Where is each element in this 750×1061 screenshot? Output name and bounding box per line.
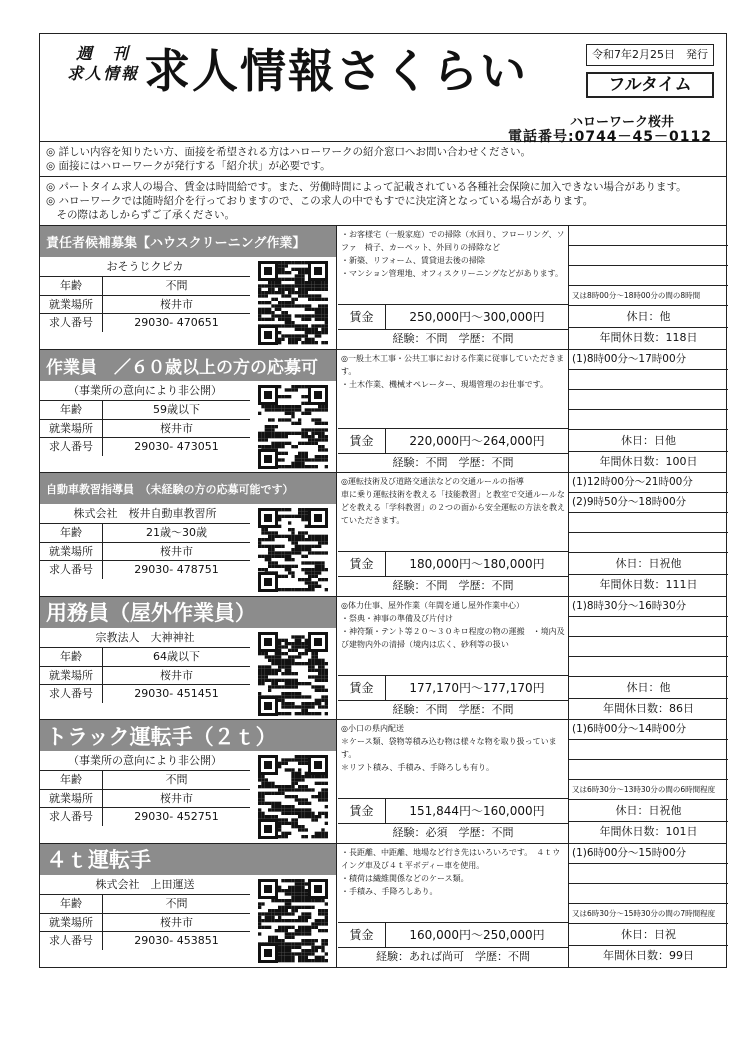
description-line-3: ・神符類・テント等２０～３０キロ程度の物の運搬 ・境内及び建物内外の清掃（境内は広く、砂利等の扱い: [341, 626, 565, 649]
place-value: 桜井市: [160, 668, 193, 682]
hours-shift-1: [569, 226, 728, 246]
job-description: [338, 597, 568, 675]
number-label: 求人番号: [40, 685, 103, 703]
experience-education: 経験：不問 学歴：不問: [392, 332, 514, 345]
page-title: 求人情報さくらい: [144, 44, 528, 98]
qr-code-icon: [258, 385, 328, 469]
age-row: [40, 524, 250, 542]
place-value: 桜井市: [160, 915, 193, 929]
qr-code-icon: [258, 261, 328, 345]
description-line-2: ＊ケース類、袋物等積み込む物は様々な物を取り扱っています。: [341, 737, 557, 759]
job-title: 責任者候補募集【ハウスクリーニング作業】: [40, 226, 336, 257]
number-label: 求人番号: [40, 561, 103, 579]
wage-value: 151,844円～160,000円: [409, 804, 545, 818]
qr-code-icon: [258, 879, 328, 963]
job-listing: [40, 350, 726, 474]
hours-shift-2: [569, 864, 728, 884]
hours-shift-2: [569, 740, 728, 760]
job-title: 自動車教習指導員 （未経験の方の応募可能です）: [40, 473, 336, 504]
experience-education: 経験：不問 学歴：不問: [392, 455, 514, 469]
number-value: 29030- 452751: [134, 810, 219, 823]
note-1: ◎ 詳しい内容を知りたい方、面接を希望される方はハローワークの紹介窓口へお問い合わせください。: [46, 146, 531, 158]
description-line-1: ◎運転技術及び道路交通法などの交通ルールの指導: [341, 477, 524, 486]
job-description: [338, 226, 568, 304]
hours-column: [568, 473, 728, 596]
job-title: ４ｔ運転手: [40, 844, 336, 875]
hours-shift-2: [569, 246, 728, 266]
description-line-1: ◎体力仕事、屋外作業（年間を通し屋外作業中心）: [341, 600, 524, 610]
hours-shift-2: (2)9時50分～18時00分: [569, 493, 728, 513]
job-left-column: [40, 473, 337, 596]
place-row: [40, 913, 250, 931]
age-row: [40, 771, 250, 789]
wage-row: [338, 675, 568, 701]
number-row: [40, 560, 250, 579]
annual-holidays: 年間休日数：118日: [599, 331, 698, 344]
qr-code-icon: [258, 755, 328, 839]
hours-column: [568, 844, 728, 968]
wage-row: [338, 551, 568, 577]
description-line-1: ◎小口の県内配送: [341, 724, 404, 733]
job-title: 用務員（屋外作業員）: [40, 597, 336, 628]
job-left-column: [40, 720, 337, 843]
hours-shift-3: [569, 884, 728, 904]
hours-column: [568, 597, 728, 720]
wage-value: 160,000円～250,000円: [409, 927, 545, 942]
number-value: 29030- 453851: [134, 933, 219, 947]
place-label: 就業場所: [40, 914, 103, 931]
weekly-subtext: 求人情報: [66, 64, 139, 83]
hours-shift-1: (1)6時00分～15時00分: [569, 844, 728, 864]
job-left-column: [40, 350, 337, 473]
age-row: [40, 277, 250, 295]
place-row: [40, 789, 250, 807]
number-row: [40, 807, 250, 826]
job-description: [338, 473, 568, 551]
place-value: 桜井市: [160, 545, 193, 558]
number-value: 29030- 473051: [134, 439, 219, 453]
note-2: ◎ 面接にはハローワークが発行する「紹介状」が必要です。: [46, 160, 331, 172]
employer-name: おそうじクピカ: [40, 257, 250, 277]
description-line-2: ・積荷は繊維関係などのケース類。: [341, 873, 469, 883]
description-line-1: ・長距離、中距離、地場など行き先はいろいろです。 ４ｔウイング車及び４ｔ平ボディー車を使用。: [341, 847, 561, 870]
place-label: 就業場所: [40, 296, 103, 313]
wage-label: 賃金: [338, 305, 386, 329]
holiday: 休日：日祝: [569, 924, 728, 946]
place-row: [40, 419, 250, 437]
hours-note: 又は6時30分～15時30分の間の7時間程度: [569, 904, 728, 924]
experience-education: 経験：必須 学歴：不問: [392, 826, 514, 839]
annual-holidays: 年間休日数：86日: [603, 701, 694, 715]
place-row: [40, 666, 250, 684]
wage-row: [338, 798, 568, 824]
description-line-2: ・土木作業、機械オペレーター、現場管理のお仕事です。: [341, 379, 549, 389]
hours-shift-3: [569, 513, 728, 533]
age-row: [40, 401, 250, 419]
hours-note: 又は8時00分～18時00分の間の8時間: [569, 286, 728, 306]
number-label: 求人番号: [40, 808, 103, 826]
job-left-column: [40, 844, 337, 968]
holiday: 休日：日祝他: [569, 800, 728, 822]
employer-name: （事業所の意向により非公開）: [40, 381, 250, 401]
note-4: ◎ ハローワークでは随時紹介を行っておりますので、この求人の中でもすでに決定済となっている場合があります。: [46, 195, 594, 207]
job-list: [40, 226, 726, 967]
job-description: [338, 350, 568, 428]
number-value: 29030- 470651: [134, 316, 219, 329]
age-label: 年齢: [40, 771, 103, 789]
phone-number: 電話番号:0744－45－0112: [507, 129, 712, 145]
annual-holidays: 年間休日数：111日: [599, 578, 698, 591]
number-value: 29030- 451451: [134, 686, 219, 700]
job-title: 作業員 ／６０歳以上の方の応募可: [40, 350, 336, 381]
employer-name: （事業所の意向により非公開）: [40, 751, 250, 771]
place-label: 就業場所: [40, 790, 103, 807]
holiday: 休日：他: [569, 677, 728, 699]
wage-row: [338, 428, 568, 454]
age-value: 64歳以下: [153, 649, 200, 663]
office-name: ハローワーク桜井: [569, 115, 674, 130]
job-listing: [40, 597, 726, 721]
hours-shift-1: (1)12時00分～21時00分: [569, 473, 728, 493]
description-line-1: ・お客様宅（一般家庭）での掃除（水回り、フローリング、ソファ 椅子、カーペット、外回りの掃除など: [341, 230, 565, 252]
wage-row: [338, 304, 568, 330]
notes-bottom: [40, 177, 726, 226]
wage-label: 賃金: [338, 552, 386, 576]
hours-note: [569, 657, 728, 677]
hours-shift-3: [569, 390, 728, 410]
age-label: 年齢: [40, 524, 103, 542]
wage-value: 177,170円～177,170円: [409, 680, 545, 695]
job-description: [338, 844, 568, 922]
number-label: 求人番号: [40, 314, 103, 332]
flyer-sheet: [39, 33, 727, 968]
holiday: 休日：日他: [569, 430, 728, 452]
age-label: 年齢: [40, 277, 103, 295]
annual-holidays: 年間休日数：101日: [599, 825, 698, 838]
age-value: 21歳～30歳: [146, 526, 207, 539]
wage-label: 賃金: [338, 429, 386, 453]
note-3: ◎ パートタイム求人の場合、賃金は時間給です。また、労働時間によって記載されている各種社会保険に加入できない場合があります。: [46, 181, 687, 193]
job-left-column: [40, 226, 337, 349]
description-line-1: ◎一般土木工事・公共工事における作業に従事していただきます。: [341, 353, 564, 376]
qr-code-icon: [258, 632, 328, 716]
place-label: 就業場所: [40, 543, 103, 560]
hours-note: [569, 410, 728, 430]
number-label: 求人番号: [40, 438, 103, 456]
description-line-2: ・祭典・神事の準備及び片付け: [341, 613, 453, 623]
number-row: [40, 437, 250, 456]
weekly-text: 週 刊: [75, 44, 130, 63]
age-value: 不問: [165, 279, 188, 292]
wage-label: 賃金: [338, 799, 386, 823]
weekly-label: [58, 44, 148, 84]
hours-shift-3: [569, 266, 728, 286]
number-value: 29030- 478751: [134, 563, 219, 576]
age-row: [40, 648, 250, 666]
description-line-2: ・新築、リフォーム、賃貸退去後の掃除: [341, 256, 485, 265]
hours-shift-2: [569, 370, 728, 390]
number-label: 求人番号: [40, 932, 103, 950]
job-title: トラック運転手（２ｔ）: [40, 720, 336, 751]
wage-label: 賃金: [338, 676, 386, 700]
age-label: 年齢: [40, 648, 103, 666]
employment-type-badge: フルタイム: [586, 72, 714, 98]
qr-code-icon: [258, 508, 328, 592]
description-line-3: ＊リフト積み、手積み、手降ろしも有り。: [341, 763, 494, 772]
issue-date: 令和7年2月25日 発行: [586, 44, 714, 66]
note-5: その際はあしからずご了承ください。: [46, 209, 235, 221]
header: [40, 34, 726, 145]
hours-column: [568, 350, 728, 473]
place-row: [40, 542, 250, 560]
holiday: 休日：他: [569, 306, 728, 328]
hours-shift-3: [569, 637, 728, 657]
wage-value: 180,000円～180,000円: [409, 557, 545, 571]
job-left-column: [40, 597, 337, 720]
job-listing: [40, 720, 726, 844]
annual-holidays: 年間休日数：100日: [599, 454, 698, 468]
place-label: 就業場所: [40, 420, 103, 437]
job-description: [338, 720, 568, 798]
job-listing: [40, 226, 726, 350]
hours-shift-2: [569, 617, 728, 637]
number-row: [40, 313, 250, 332]
description-line-2: 車に乗り運転技術を教える「技能教習」と教室で交通ルールなどを教える「学科教習」の２つの面から安全運転の方法を教えていただきます。: [341, 490, 565, 525]
job-listing: [40, 473, 726, 597]
place-value: 桜井市: [160, 792, 193, 805]
annual-holidays: 年間休日数：99日: [603, 948, 694, 962]
hours-shift-3: [569, 760, 728, 780]
description-line-3: ・マンション管理地、オフィスクリーニングなどがあります。: [341, 269, 563, 278]
hours-note: [569, 533, 728, 553]
hours-column: [568, 226, 728, 349]
wage-value: 220,000円～264,000円: [409, 433, 545, 448]
age-value: 不問: [165, 896, 188, 910]
job-listing: [40, 844, 726, 968]
notes-top: [40, 142, 726, 177]
number-row: [40, 931, 250, 950]
experience-education: 経験：あれば尚可 学歴：不問: [376, 949, 530, 963]
holiday: 休日：日祝他: [569, 553, 728, 575]
place-row: [40, 295, 250, 313]
experience-education: 経験：不問 学歴：不問: [392, 702, 514, 716]
place-label: 就業場所: [40, 667, 103, 684]
wage-row: [338, 922, 568, 948]
age-value: 不問: [165, 773, 188, 786]
hours-shift-1: (1)8時00分～17時00分: [569, 350, 728, 370]
employer-name: 宗教法人 大神神社: [40, 628, 250, 648]
experience-education: 経験：不問 学歴：不問: [392, 579, 514, 592]
age-row: [40, 895, 250, 913]
age-label: 年齢: [40, 895, 103, 913]
wage-value: 250,000円～300,000円: [409, 310, 545, 324]
hours-column: [568, 720, 728, 843]
employer-name: 株式会社 上田運送: [40, 875, 250, 895]
employer-name: 株式会社 桜井自動車教習所: [40, 504, 250, 524]
hours-note: 又は6時30分～13時30分の間の6時間程度: [569, 780, 728, 800]
place-value: 桜井市: [160, 421, 193, 435]
age-value: 59歳以下: [153, 402, 200, 416]
hours-shift-1: (1)8時30分～16時30分: [569, 597, 728, 617]
age-label: 年齢: [40, 401, 103, 419]
place-value: 桜井市: [160, 298, 193, 311]
description-line-3: ・手積み、手降ろしあり。: [341, 886, 438, 896]
number-row: [40, 684, 250, 703]
wage-label: 賃金: [338, 923, 386, 947]
hours-shift-1: (1)6時00分～14時00分: [569, 720, 728, 740]
